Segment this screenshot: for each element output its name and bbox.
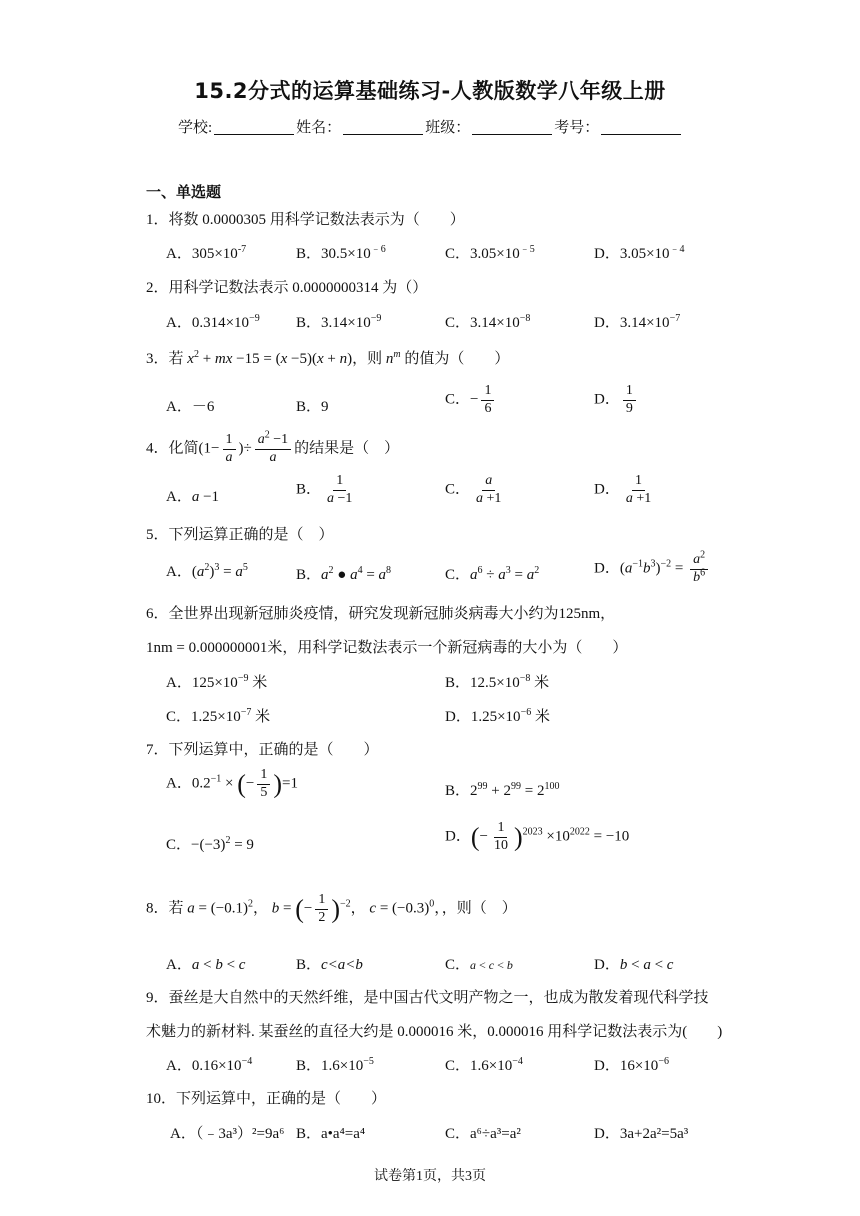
question-6-line2: 1nm = 0.000000001米，用科学记数法表示一个新冠病毒的大小为（ ） <box>146 640 628 656</box>
q10-option-a[interactable]: A．（﹣3a³）²=9a⁶ <box>170 1126 285 1142</box>
q7-option-a[interactable]: A．$0.2^{-1}$ × (− $\frac{1}{5}$ )=1 <box>166 767 298 800</box>
q7-option-d[interactable]: D．(− $\frac{1}{10}$ )$^{2023} \times 10^{2022} = -10$ <box>445 820 630 853</box>
name-blank[interactable] <box>343 120 423 135</box>
question-7: 7．下列运算中，正确的是（ ） <box>146 742 379 758</box>
question-3: 3．若 $x^2$ + mx −15 = (x −5)(x + n)，则 $n^m$ 的值为（ ） <box>146 349 510 367</box>
q10-option-b[interactable]: B．a•a⁴=a⁴ <box>296 1126 366 1142</box>
question-5: 5．下列运算正确的是（ ） <box>146 527 334 543</box>
q4-option-a[interactable]: A．a −1 <box>166 489 220 505</box>
q2-option-b[interactable]: B．$3.14\times 10^{-9}$ <box>296 313 382 331</box>
q7-option-b[interactable]: B．$2^{99} + 2^{99} = 2^{100}$ <box>445 781 560 799</box>
student-info-line <box>178 116 683 137</box>
class-label: 班级： <box>425 120 471 136</box>
q1-option-d[interactable]: D．$3.05\times 10^{﹣4}$ <box>594 244 685 262</box>
question-8: 8．若 $a = (-0.1)^2$， b = (− $\frac{1}{2}$ )$^{-2}$， $c = (-0.3)^0$，，则（ ） <box>146 892 517 925</box>
q7-option-c[interactable]: C．$-(-3)^2 = 9$ <box>166 835 254 853</box>
page-footer: 试卷第1页，共3页 <box>374 1169 486 1184</box>
q2-option-a[interactable]: A．$0.314\times 10^{-9}$ <box>166 313 260 331</box>
page-title: 15.2分式的运算基础练习-人教版数学八年级上册 <box>194 79 666 103</box>
q5-option-c[interactable]: C．$a^6 \div a^3 = a^2$ <box>445 565 540 583</box>
q5-option-d[interactable]: D．$(a^{-1}b^3)^{-2}$ = $\frac{a^2}{b^6}$ <box>594 552 711 587</box>
q5-option-b[interactable]: B．$a^2$ ● $a^4 = a^8$ <box>296 565 392 583</box>
q9-option-c[interactable]: C．$1.6\times 10^{-4}$ <box>445 1056 523 1074</box>
q4-option-d[interactable]: D． $\frac{1}{a +1}$ <box>594 473 652 506</box>
name-label: 姓名： <box>296 120 342 136</box>
question-1: 1．将数 0.0000305 用科学记数法表示为（ ） <box>146 212 465 228</box>
q9-option-d[interactable]: D．$16\times 10^{-6}$ <box>594 1056 669 1074</box>
q3-option-c[interactable]: C．− $\frac{1}{6}$ <box>445 383 497 418</box>
q8-option-b[interactable]: B．c<a<b <box>296 957 363 973</box>
q2-option-c[interactable]: C．$3.14\times 10^{-8}$ <box>445 313 531 331</box>
class-blank[interactable] <box>472 120 552 135</box>
q3-option-b[interactable]: B．9 <box>296 399 329 415</box>
question-9-line2: 术魅力的新材料. 某蚕丝的直径大约是 0.000016 米，0.000016 用科学记数法表示为( ) <box>146 1024 723 1040</box>
q8-option-d[interactable]: D．b < a < c <box>594 957 674 973</box>
q9-option-a[interactable]: A．$0.16\times 10^{-4}$ <box>166 1056 253 1074</box>
question-6: 6．全世界出现新冠肺炎疫情，研究发现新冠肺炎病毒大小约为125nm， <box>146 606 616 622</box>
school-blank[interactable] <box>214 120 294 135</box>
q8-option-c[interactable]: C．a < c < b <box>445 957 513 973</box>
exam-blank[interactable] <box>601 120 681 135</box>
q1-option-b[interactable]: B．$30.5\times 10^{﹣6}$ <box>296 244 386 262</box>
q6-option-b[interactable]: B．$12.5\times 10^{-8}$ 米 <box>445 673 550 691</box>
school-label: 学校: <box>178 120 213 136</box>
q1-option-c[interactable]: C．$3.05\times 10^{﹣5}$ <box>445 244 535 262</box>
q4-option-b[interactable]: B． $\frac{1}{a -1}$ <box>296 473 353 506</box>
q8-option-a[interactable]: A．a < b < c <box>166 957 246 973</box>
q3-option-d[interactable]: D． $\frac{1}{9}$ <box>594 383 639 418</box>
q1-option-a[interactable]: A．$305\times 10^{-7}$ <box>166 244 247 262</box>
q4-option-c[interactable]: C． $\frac{a}{a +1}$ <box>445 473 502 506</box>
question-2: 2．用科学记数法表示 0.0000000314 为（） <box>146 280 428 296</box>
q6-option-d[interactable]: D．$1.25\times 10^{-6}$ 米 <box>445 707 550 725</box>
question-9: 9．蚕丝是大自然中的天然纤维，是中国古代文明产物之一，也成为散发着现代科学技 <box>146 990 709 1006</box>
question-10: 10．下列运算中，正确的是（ ） <box>146 1091 387 1107</box>
q6-option-c[interactable]: C．$1.25\times 10^{-7}$ 米 <box>166 707 271 725</box>
exam-label: 考号： <box>554 120 600 136</box>
question-4: 4．化简(1− $\frac{1}{a}$ )÷ $\frac{a^2 -1}{a}$ 的结果是（ ） <box>146 429 400 465</box>
q9-option-b[interactable]: B．$1.6\times 10^{-5}$ <box>296 1056 374 1074</box>
q2-option-d[interactable]: D．$3.14\times 10^{-7}$ <box>594 313 681 331</box>
q5-option-a[interactable]: A．$(a^2)^3 = a^5$ <box>166 562 248 580</box>
q10-option-d[interactable]: D．3a+2a²=5a³ <box>594 1126 689 1142</box>
q10-option-c[interactable]: C．a⁶÷a³=a² <box>445 1126 521 1142</box>
q6-option-a[interactable]: A．$125\times 10^{-9}$ 米 <box>166 673 268 691</box>
section-heading: 一、单选题 <box>146 183 222 201</box>
q3-option-a[interactable]: A．－6 <box>166 399 215 415</box>
